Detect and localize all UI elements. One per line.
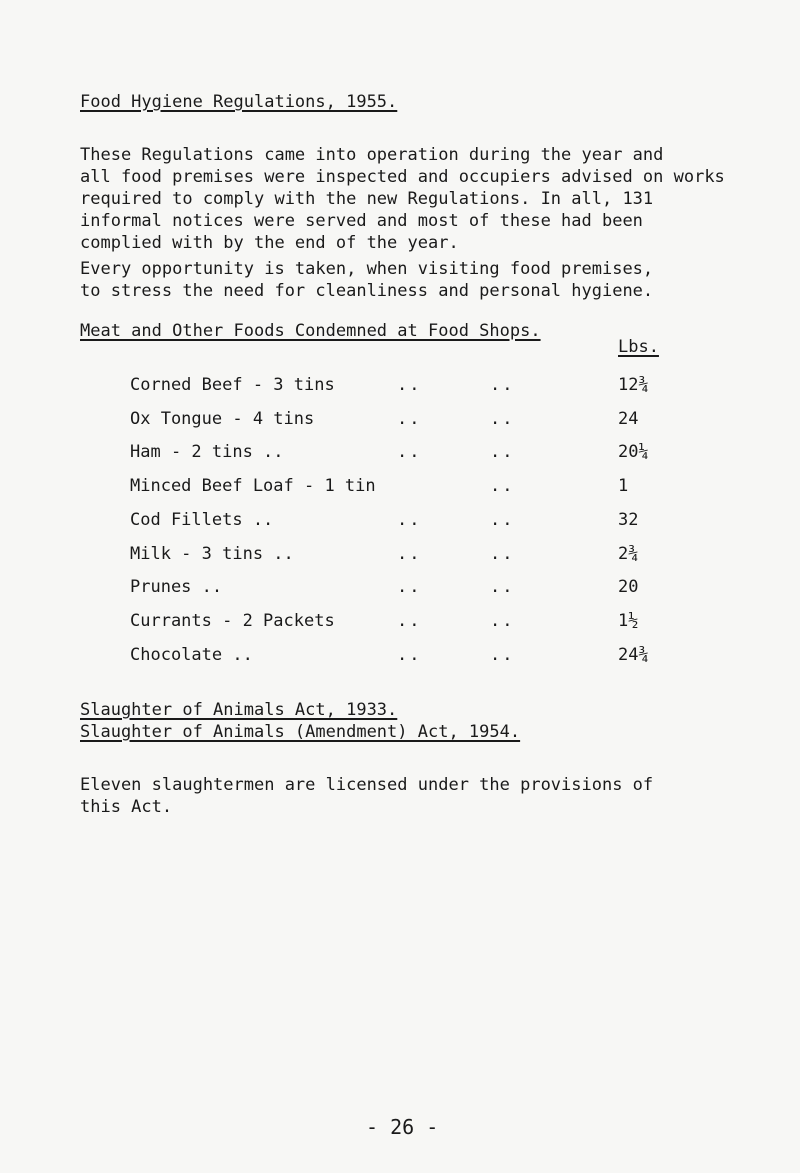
weight-lbs: 12¾: [618, 375, 649, 395]
table-row: [0, 510, 800, 538]
food-item-name: Minced Beef Loaf - 1 tin: [130, 476, 376, 497]
section-heading-slaughter-act: Slaughter of Animals Act, 1933.: [80, 700, 398, 720]
table-row: [0, 375, 800, 403]
leader-dots: ..: [397, 543, 422, 564]
weight-lbs: 1½: [618, 610, 639, 631]
table-row: [0, 442, 800, 470]
paragraph-cleanliness: Every opportunity is taken, when visiting food premises, to stress the need for cleanliness and personal hygiene.: [80, 259, 654, 301]
paragraph-regulations: These Regulations came into operation during the year and all food premises were inspected and occupiers advised on works required to comply with the new Regulations. In all, 131 informal notices were served and most of these had been complied with by the end of the year.: [80, 145, 725, 253]
food-item-name: Ox Tongue - 4 tins: [130, 408, 315, 429]
food-item-name: Prunes ..: [130, 577, 223, 598]
leader-dots: ..: [490, 408, 515, 429]
leader-dots: ..: [490, 476, 515, 497]
weight-lbs: 20: [618, 577, 639, 598]
leader-dots: ..: [490, 543, 515, 564]
leader-dots: ..: [490, 442, 515, 463]
weight-lbs: 20¼: [618, 442, 649, 463]
section-heading-condemned-foods: Meat and Other Foods Condemned at Food Shops.: [80, 321, 541, 341]
table-row: [0, 409, 800, 437]
weight-lbs: 32: [618, 509, 639, 530]
food-item-name: Milk - 3 tins ..: [130, 543, 294, 564]
food-item-name: Cod Fillets ..: [130, 509, 274, 530]
weight-lbs: 2¾: [618, 543, 639, 564]
food-item-name: Ham - 2 tins ..: [130, 442, 284, 463]
section-heading-slaughter-amendment: Slaughter of Animals (Amendment) Act, 1954.: [80, 722, 521, 742]
leader-dots: ..: [490, 644, 515, 665]
leader-dots: ..: [397, 577, 422, 598]
leader-dots: ..: [490, 375, 515, 395]
table-row: [0, 611, 800, 639]
leader-dots: ..: [490, 577, 515, 598]
weight-lbs: 1: [618, 476, 629, 497]
table-row: [0, 544, 800, 572]
leader-dots: ..: [397, 442, 422, 463]
column-header-lbs: Lbs.: [618, 337, 659, 357]
food-item-name: Currants - 2 Packets: [130, 610, 335, 631]
food-item-name: Corned Beef - 3 tins: [130, 375, 335, 395]
leader-dots: ..: [490, 509, 515, 530]
paragraph-slaughtermen: Eleven slaughtermen are licensed under the provisions of this Act.: [80, 775, 654, 817]
leader-dots: ..: [397, 610, 422, 631]
weight-lbs: 24: [618, 408, 639, 429]
leader-dots: ..: [397, 509, 422, 530]
weight-lbs: 24¾: [618, 644, 649, 665]
table-row: [0, 476, 800, 504]
page-number: - 26 -: [366, 1115, 439, 1139]
leader-dots: ..: [397, 644, 422, 665]
leader-dots: ..: [397, 375, 422, 395]
leader-dots: ..: [490, 610, 515, 631]
table-row: [0, 645, 800, 673]
table-row: [0, 577, 800, 605]
leader-dots: ..: [397, 408, 422, 429]
section-heading-food-hygiene: Food Hygiene Regulations, 1955.: [80, 92, 398, 112]
food-item-name: Chocolate ..: [130, 644, 253, 665]
